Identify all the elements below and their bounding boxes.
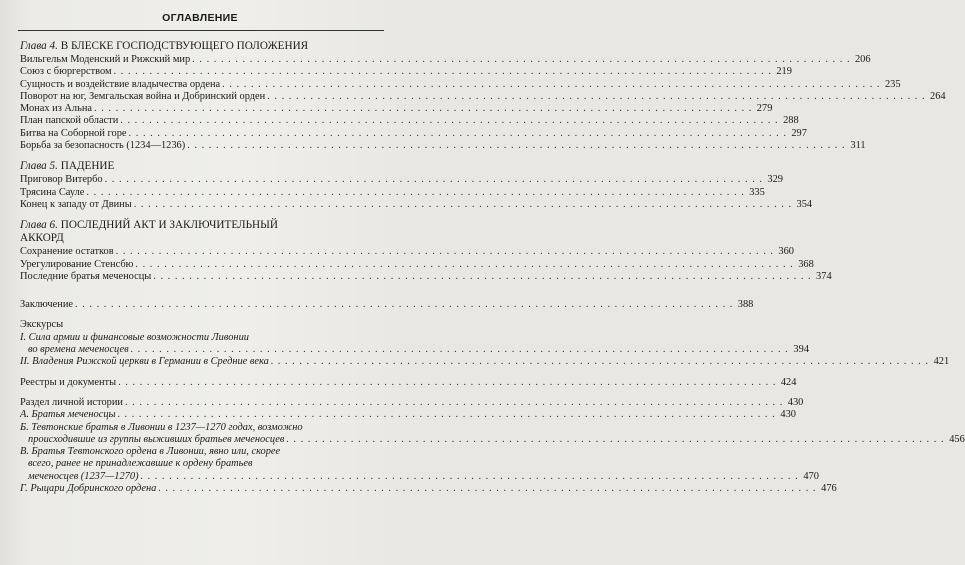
page-number: 430 [787, 396, 804, 408]
toc-entry-conclusion[interactable] [20, 299, 754, 311]
chapter-label: Глава 4. [20, 40, 58, 52]
chapter-title: ПОСЛЕДНИЙ АКТ И ЗАКЛЮЧИТЕЛЬНЫЙ [60, 219, 278, 232]
page-number: 219 [776, 66, 792, 78]
entry-title: Заключение [20, 299, 73, 311]
chapter-4 [20, 40, 946, 152]
entry-title: Г. Рыцари Добринского ордена [20, 483, 157, 495]
entry-title: Трясина Сауле [20, 186, 85, 198]
toc-entry[interactable] [20, 396, 804, 409]
toc-entry[interactable] [20, 470, 819, 483]
page-number: 424 [780, 376, 797, 388]
entry-title: Поворот на юг, Земгальская война и Добринский орден [20, 90, 266, 102]
leader-dots [125, 397, 783, 409]
entry-title-continued: происходившие из группы выживших братьев меченосцев [28, 433, 285, 445]
leader-dots [129, 128, 787, 140]
leader-dots [131, 344, 789, 356]
entry-title: Союз с бюргерством [20, 66, 112, 78]
leader-dots [86, 187, 744, 199]
section-heading: Экскурсы [20, 319, 64, 331]
toc-entry[interactable] [20, 54, 871, 66]
entry-title: Вильгельм Моденский и Рижский мир [20, 54, 191, 65]
page-number: 374 [816, 270, 832, 282]
leader-dots [114, 66, 772, 78]
chapter-heading [20, 219, 382, 245]
leader-dots [141, 471, 799, 483]
entry-title-line: I. Сила армии и финансовые возможности Ливонии [20, 331, 249, 343]
entry-title: Конец к западу от Двины [20, 198, 132, 210]
entry-title: Сохранение остатков [20, 246, 114, 258]
toc-entry[interactable] [20, 356, 950, 368]
leader-dots [153, 271, 811, 283]
leader-dots [135, 259, 793, 271]
chapter-heading [20, 160, 382, 173]
toc-entry[interactable] [20, 246, 794, 258]
page-number: 329 [767, 174, 783, 186]
toc-entry-registers[interactable] [20, 376, 797, 389]
page-number: 235 [884, 78, 901, 90]
page-number: 354 [796, 198, 813, 210]
page-number: 394 [793, 344, 810, 356]
page-number: 360 [778, 246, 794, 258]
toc-entry[interactable] [20, 115, 799, 127]
page-number: 279 [756, 103, 773, 115]
toc-entry[interactable] [20, 344, 810, 356]
leader-dots [118, 409, 776, 421]
entry-title: Приговор Витербо [20, 174, 103, 186]
leader-dots [75, 299, 733, 311]
leader-dots [116, 246, 774, 258]
leader-dots [118, 377, 776, 389]
leader-dots [222, 79, 880, 91]
chapter-5 [20, 160, 813, 211]
leader-dots [134, 199, 792, 211]
entry-title: Урегулирование Стенсбю [20, 258, 134, 270]
page-number: 297 [791, 127, 807, 139]
page-number: 476 [821, 483, 837, 495]
header-rule [18, 30, 384, 31]
toc-entry[interactable] [20, 174, 783, 186]
toc-entry[interactable] [20, 127, 807, 140]
page-number: 206 [854, 54, 871, 65]
personal-history-section [20, 396, 965, 495]
toc-entry[interactable] [20, 409, 796, 421]
leader-dots [158, 483, 816, 495]
toc-entry[interactable] [20, 103, 773, 115]
entry-title-line: В. Братья Тевтонского ордена в Ливонии, явно или, скорее [20, 446, 281, 458]
entry-title: План папской области [20, 115, 119, 127]
entry-title: Реестры и документы [20, 376, 117, 388]
toc-entry[interactable] [20, 483, 837, 495]
chapter-title-continued: АККОРД [20, 232, 64, 245]
entry-title: Сущность и воздействие владычества ордена [20, 78, 221, 90]
leader-dots [187, 140, 845, 152]
entry-title: II. Владения Рижской церкви в Германии в Средние века [20, 356, 269, 368]
page-number: 264 [930, 90, 946, 102]
entry-title-continued: всего, ранее не принадлежавшие к ордену братьев [28, 458, 253, 470]
page-number: 288 [783, 115, 799, 127]
toc-entry[interactable] [20, 270, 832, 283]
toc-entry[interactable] [20, 90, 946, 103]
page-number: 311 [850, 140, 866, 152]
section-heading: Раздел личной истории [20, 396, 123, 408]
leader-dots [105, 174, 763, 186]
toc-entry[interactable] [20, 198, 813, 211]
page-number: 456 [949, 433, 965, 445]
chapter-title: ПАДЕНИЕ [60, 160, 115, 173]
leader-dots [94, 103, 752, 115]
chapter-heading [20, 40, 382, 53]
leader-dots [120, 115, 778, 127]
leader-dots [286, 434, 944, 446]
entry-title: Борьба за безопасность (1234—1236) [20, 140, 186, 152]
entry-title-continued: меченосцев (1237—1270) [28, 470, 139, 482]
entry-title: А. Братья меченосцы [20, 409, 116, 421]
excursus-section [20, 319, 950, 368]
toc-entry[interactable] [20, 66, 792, 78]
entry-title: Последние братья меченосцы [20, 270, 152, 282]
toc-entry[interactable] [20, 433, 965, 446]
page-number: 430 [780, 409, 796, 421]
chapter-label: Глава 5. [20, 160, 58, 173]
table-of-contents [20, 40, 965, 495]
leader-dots [271, 356, 929, 368]
entry-title: Монах из Альна [20, 103, 93, 115]
leader-dots [267, 91, 925, 103]
leader-dots [192, 54, 850, 66]
page-number: 368 [798, 258, 814, 270]
chapter-title: В БЛЕСКЕ ГОСПОДСТВУЮЩЕГО ПОЛОЖЕНИЯ [60, 40, 309, 52]
chapter-6 [20, 219, 832, 283]
page-number: 421 [933, 356, 950, 368]
entry-title-continued: во времена меченосцев [28, 344, 129, 356]
chapter-label: Глава 6. [20, 219, 58, 232]
entry-title: Битва на Соборной горе [20, 127, 127, 139]
page-number: 470 [803, 470, 819, 482]
page-number: 335 [749, 186, 765, 198]
toc-entry[interactable] [20, 186, 765, 199]
page-number: 388 [737, 299, 754, 311]
toc-entry[interactable] [20, 140, 866, 152]
running-head: ОГЛАВЛЕНИЕ [162, 12, 238, 24]
entry-title-line: Б. Тевтонские братья в Ливонии в 1237—1270 годах, возможно [20, 421, 303, 433]
toc-entry[interactable] [20, 78, 901, 91]
toc-entry[interactable] [20, 258, 814, 271]
